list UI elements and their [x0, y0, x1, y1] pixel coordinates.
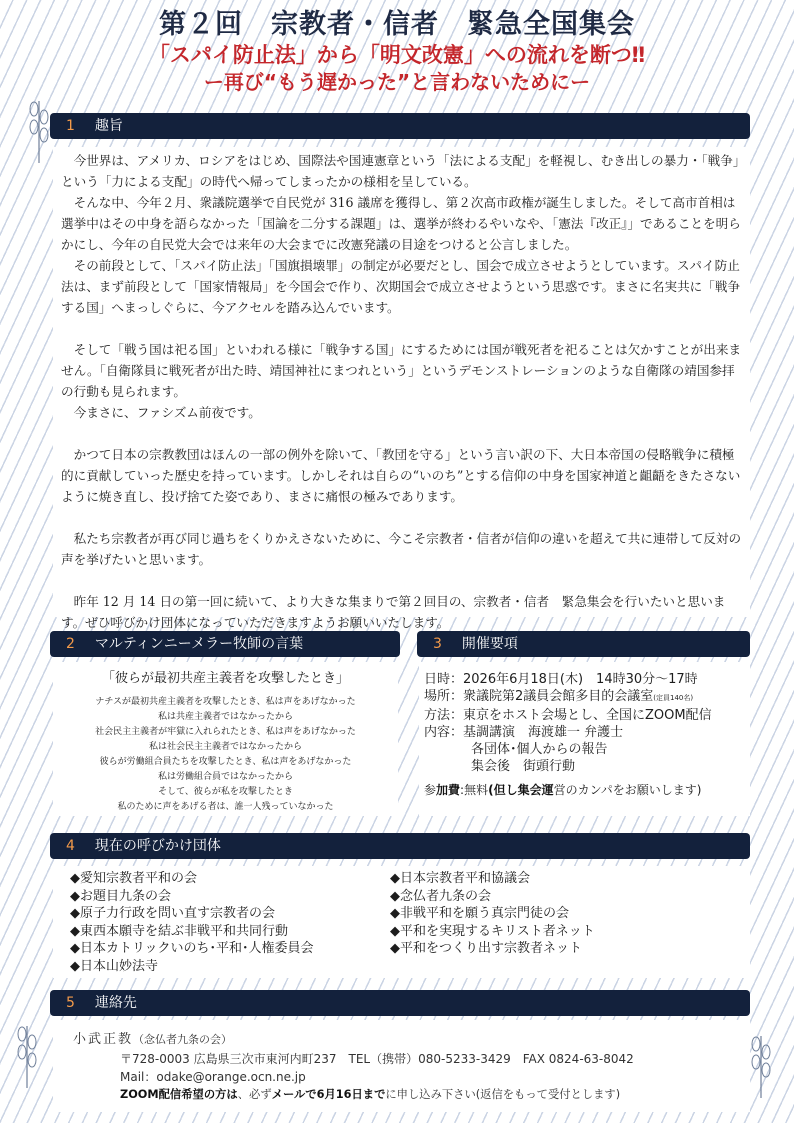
paragraph: そんな中、今年２月、衆議院選挙で自民党が 316 議席を獲得し、第２次高市政権が誕生しました。そして高市首相は選挙中はその中身を語らなかった「国論を二分する課題」は、選挙が終わるやいなや、「憲法『改正』」であることを明らかにし、今年の自民党大会では来年の大会までに改憲発議の目途をつけると公言しました。: [61, 195, 741, 252]
organizations-left: [70, 870, 313, 975]
section-title: 連絡先: [94, 995, 137, 1011]
section-title: マルティンニーメラー牧師の言葉: [94, 636, 304, 652]
paragraph: 今世界は、アメリカ、ロシアをはじめ、国際法や国連憲章という「法による支配」を軽視し、むき出しの暴力・「戦争」という「力による支配」の時代へ帰ってしまったかの様相を呈している。: [61, 153, 740, 189]
quote-title: 「彼らが最初共産主義者を攻撃したとき」: [101, 671, 349, 686]
event-content-line: 集会後 街頭行動: [471, 759, 576, 774]
organization-item: ◆日本カトリックいのち･平和･人権委員会: [70, 941, 314, 956]
poem: [53, 695, 398, 815]
section-number: 3: [433, 636, 442, 652]
organization-item: ◆お題目九条の会: [70, 888, 171, 904]
event-date: 日時：2026年6月18日(木) 14時30分～17時: [424, 672, 698, 687]
poem-line: 私は労働組合員ではなかったから: [157, 772, 293, 782]
organization-item: ◆平和を実現するキリスト者ネット: [390, 923, 595, 939]
paragraph: その前段として、「スパイ防止法」「国旗損壊罪」の制定が必要だとし、国会で成立させようとしています。スパイ防止法は、まず前段として「国家情報局」を今国会で作り、次期国会で成立させようという思惑です。まさに名実共に「戦争する国」へまっしぐらに、今アクセルを踏み込んでいます。: [61, 258, 741, 315]
contact-affiliation: （念仏者九条の会）: [133, 1033, 233, 1046]
section-1-header: [50, 113, 750, 139]
poem-line: 私のために声をあげる者は、誰一人残っていなかった: [117, 802, 334, 812]
organization-item: ◆念仏者九条の会: [390, 888, 491, 904]
paragraph: 私たち宗教者が再び同じ過ちをくりかえさないために、今こそ宗教者・信者が信仰の違いを超えて共に連帯して反対の声を挙げたいと思います。: [61, 531, 742, 567]
wheat-icon: [14, 1020, 40, 1090]
poem-line: そして、彼らが私を攻撃したとき: [158, 787, 293, 797]
paragraph: そして「戦う国は祀る国」といわれる様に「戦争する国」にするためには国が戦死者を祀ることは欠かすことが出来ません。「自衛隊員に戦死者が出た時、靖国神社にまつれという」というデモンストレーションのような自衛隊の靖国参拝の行動も見られます。: [61, 342, 742, 399]
organization-item: ◆平和をつくり出す宗教者ネット: [390, 941, 582, 956]
section-title: 趣旨: [94, 118, 123, 134]
event-content-line: 各団体･個人からの報告: [471, 742, 608, 757]
purpose-text-panel: [53, 147, 750, 630]
wheat-icon: [26, 95, 52, 165]
section-number: 5: [66, 995, 75, 1011]
event-details-panel: [419, 662, 750, 816]
event-place: 場所：衆議院第2議員会館多目的会議室(定員140名): [424, 689, 694, 704]
contact-panel: [53, 1020, 750, 1112]
organization-item: ◆愛知宗教者平和の会: [70, 871, 197, 886]
poem-line: 私は社会民主主義者ではなかったから: [148, 742, 302, 752]
poem-line: 社会民主主義者が牢獄に入れられたとき、私は声をあげなかった: [95, 727, 356, 737]
poem-line: ナチスが最初共産主義者を攻撃したとき、私は声をあげなかった: [95, 697, 356, 707]
contact-address: 〒728-0003 広島県三次市東河内町237 TEL（携帯）080-5233-3429 FAX 0824-63-8042: [120, 1052, 634, 1066]
organization-item: ◆日本宗教者平和協議会: [390, 871, 530, 886]
zoom-application-note: ZOOM配信希望の方は、必ずメールで6月16日までに申し込み下さい(返信をもって受付とします): [120, 1088, 621, 1101]
contact-name: 小武正教（念仏者九条の会）: [73, 1032, 233, 1047]
organization-item: ◆日本山妙法寺: [70, 958, 158, 974]
section-number: 4: [66, 838, 75, 854]
page-title: 第２回 宗教者・信者 緊急全国集会: [159, 9, 635, 40]
poem-line: 彼らが労働組合員たちを攻撃したとき、私は声をあげなかった: [99, 757, 352, 767]
event-fee: 参加費:無料(但し集会運営のカンパをお願いします): [424, 783, 702, 797]
section-number: 2: [66, 636, 75, 652]
organizations-panel: [53, 866, 750, 978]
section-title: 現在の呼びかけ団体: [94, 838, 221, 854]
subtitle-tagline: ー再び“もう遅かった”と言わないためにー: [203, 70, 591, 94]
organization-item: ◆原子力行政を問い直す宗教者の会: [70, 906, 275, 921]
paragraph: 昨年 12 月 14 日の第一回に続いて、より大きな集まりで第２回目の、宗教者・信者 緊急集会を行いたいと思います。ぜひ呼びかけ団体になっていただきますようお願いいたします。: [61, 594, 726, 630]
paragraph: かつて日本の宗教教団はほんの一部の例外を除いて、「教団を守る」という言い訳の下、大日本帝国の侵略戦争に積極的に貢献していった歴史を持っています。しかしそれは自らの“いのち”とする信仰の中身を国家神道と齟齬をきたさないように焼き直し、投げ捨てた姿であり、まさに痛恨の極みであります。: [61, 447, 741, 504]
section-2-header: [50, 631, 400, 657]
event-method: 方法：東京をホスト会場とし、全国にZOOM配信: [424, 708, 712, 723]
paragraph: 今まさに、ファシズム前夜です。: [73, 405, 261, 420]
organizations-right: [390, 870, 595, 958]
section-title: 開催要項: [461, 636, 518, 652]
section-5-header: [50, 990, 750, 1016]
organization-item: ◆東西本願寺を結ぶ非戦平和共同行動: [70, 923, 288, 939]
section-3-header: [417, 631, 750, 657]
poem-line: 私は共産主義者ではなかったから: [157, 712, 293, 722]
wheat-icon: [748, 1030, 774, 1100]
event-content: 内容：基調講演 海渡雄一 弁護士: [424, 725, 624, 740]
organization-item: ◆非戦平和を願う真宗門徒の会: [390, 906, 569, 921]
section-number: 1: [66, 118, 75, 134]
subtitle-slogan: 「スパイ防止法」から「明文改憲」への流れを断つ‼: [148, 43, 646, 67]
contact-mail[interactable]: Mail：odake@orange.ocn.ne.jp: [120, 1070, 306, 1084]
section-4-header: [50, 833, 750, 859]
niemoller-quote-panel: [53, 662, 398, 816]
title-block: [0, 8, 794, 96]
